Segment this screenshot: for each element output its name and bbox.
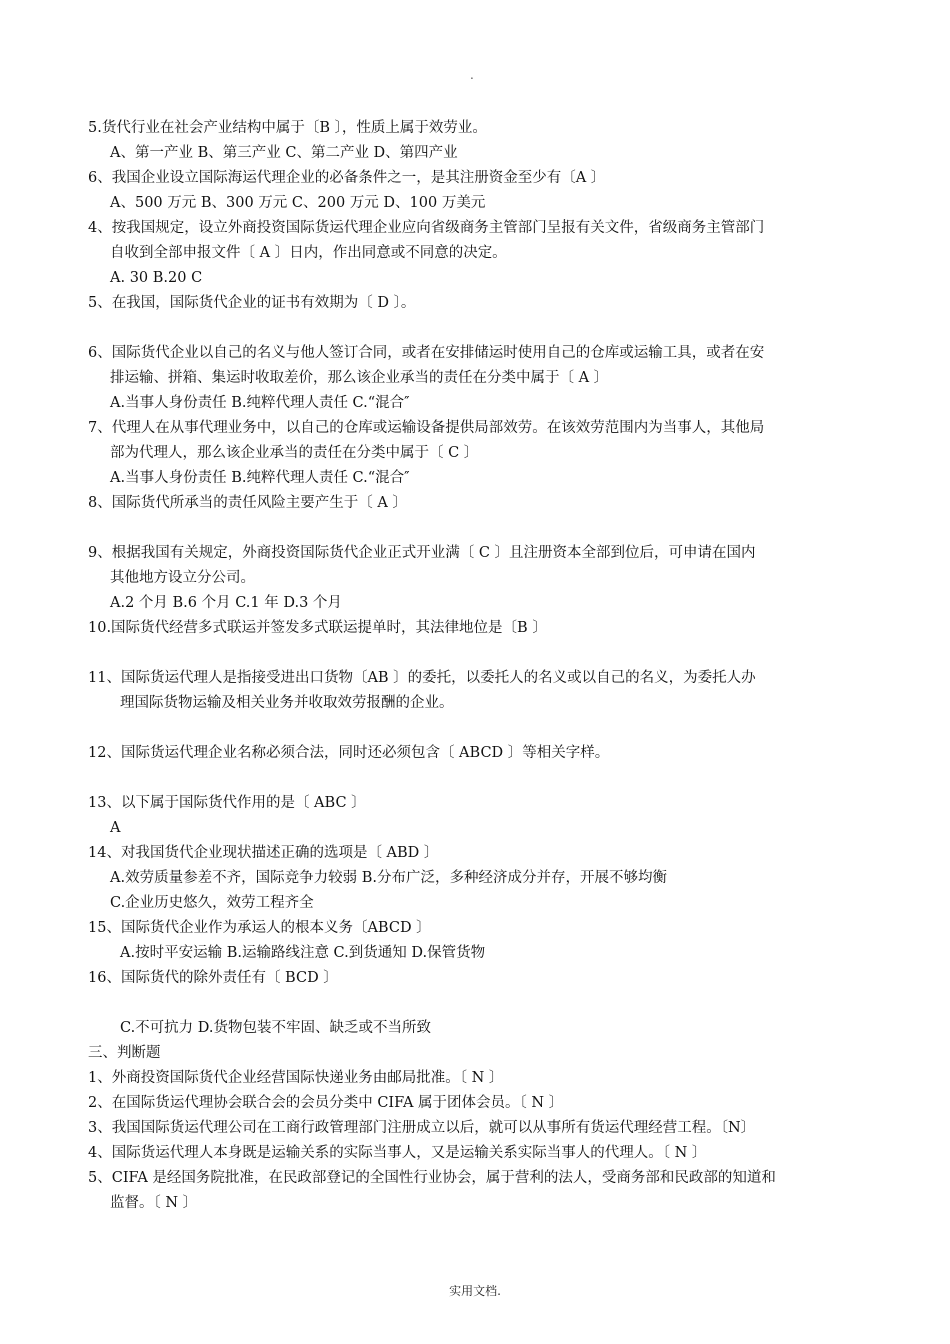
tf-2: 2、在国际货运代理协会联合会的会员分类中 CIFA 属于团体会员。〔 N 〕 (88, 1095, 564, 1111)
q14-options-ab: A.效劳质量参差不齐，国际竞争力较弱 B.分布广泛，多种经济成分并存，开展不够均衡 (110, 870, 667, 886)
q11-definition: 11、国际货运代理人是指接受进出口货物〔AB 〕的委托，以委托人的名义或以自己的名义，为委托人办 (88, 670, 756, 686)
q6-liability: 6、国际货代企业以自己的名义与他人签订合同，或者在安排储运时使用自己的仓库或运输工具，或者在安 (88, 345, 765, 361)
q8-risk: 8、国际货代所承当的责任风险主要产生于〔 A 〕 (88, 495, 407, 511)
header-mark: . (470, 68, 474, 82)
q5-industry: 5.货代行业在社会产业结构中属于〔B 〕，性质上属于效劳业。 (88, 120, 487, 136)
tf-4: 4、国际货运代理人本身既是运输关系的实际当事人，又是运输关系实际当事人的代理人。〔 N 〕 (88, 1145, 707, 1161)
tf-5: 5、CIFA 是经国务院批准，在民政部登记的全国性行业协会，属于营利的法人，受商务部和民政部的知道和 (88, 1170, 776, 1186)
q11-definition-cont: 理国际货物运输及相关业务并收取效劳报酬的企业。 (120, 695, 454, 711)
q9-branch-cont: 其他地方设立分公司。 (110, 570, 255, 586)
tf-3: 3、我国国际货运代理公司在工商行政管理部门注册成立以后，就可以从事所有货运代理经营工程。〔N〕 (88, 1120, 756, 1136)
q16-exemptions: 16、国际货代的除外责任有〔 BCD 〕 (88, 970, 338, 986)
q5-validity: 5、在我国，国际货代企业的证书有效期为〔 D 〕。 (88, 295, 416, 311)
q16-options: C.不可抗力 D.货物包装不牢固、缺乏或不当所致 (120, 1020, 432, 1036)
q6-options: A、500 万元 B、300 万元 C、200 万元 D、100 万美元 (110, 195, 486, 211)
q4-options: A. 30 B.20 C (110, 270, 203, 286)
q12-name: 12、国际货运代理企业名称必须合法，同时还必须包含〔 ABCD 〕等相关字样。 (88, 745, 610, 761)
q4-approval-cont: 自收到全部申报文件〔 A 〕日内，作出同意或不同意的决定。 (110, 245, 507, 261)
q9-branch: 9、根据我国有关规定，外商投资国际货代企业正式开业满〔 C 〕且注册资本全部到位后，可申请在国内 (88, 545, 756, 561)
q7-options: A.当事人身份责任 B.纯粹代理人责任 C.“混合″ (110, 470, 410, 486)
q13-role: 13、以下属于国际货代作用的是〔 ABC 〕 (88, 795, 366, 811)
tf-5-cont: 监督。〔 N 〕 (110, 1195, 198, 1211)
q7-agent: 7、代理人在从事代理业务中，以自己的仓库或运输设备提供局部效劳。在该效劳范围内为当事人，其他局 (88, 420, 765, 436)
q4-approval: 4、按我国规定，设立外商投资国际货运代理企业应向省级商务主管部门呈报有关文件，省级商务主管部门 (88, 220, 765, 236)
tf-1: 1、外商投资国际货代企业经营国际快递业务由邮局批准。〔 N 〕 (88, 1070, 504, 1086)
q14-status: 14、对我国货代企业现状描述正确的选项是〔 ABD 〕 (88, 845, 439, 861)
q9-options: A.2 个月 B.6 个月 C.1 年 D.3 个月 (110, 595, 342, 611)
section-true-false: 三、判断题 (88, 1045, 161, 1061)
q6-capital: 6、我国企业设立国际海运代理企业的必备条件之一，是其注册资金至少有〔A 〕 (88, 170, 606, 186)
q14-option-c: C.企业历史悠久，效劳工程齐全 (110, 895, 314, 911)
q10-multimodal: 10.国际货代经营多式联运并签发多式联运提单时，其法律地位是〔B 〕 (88, 620, 547, 636)
page-footer: 实用文档. (449, 1284, 501, 1298)
q6-liability-cont: 排运输、拼箱、集运时收取差价，那么该企业承当的责任在分类中属于〔 A 〕 (110, 370, 609, 386)
q13-option: A (110, 820, 121, 836)
q5-options: A、第一产业 B、第三产业 C、第二产业 D、第四产业 (110, 145, 458, 161)
q15-options: A.按时平安运输 B.运输路线注意 C.到货通知 D.保管货物 (120, 945, 486, 961)
q7-agent-cont: 部为代理人，那么该企业承当的责任在分类中属于〔 C 〕 (110, 445, 479, 461)
q6-liability-options: A.当事人身份责任 B.纯粹代理人责任 C.“混合″ (110, 395, 410, 411)
q15-duties: 15、国际货代企业作为承运人的根本义务〔ABCD 〕 (88, 920, 431, 936)
